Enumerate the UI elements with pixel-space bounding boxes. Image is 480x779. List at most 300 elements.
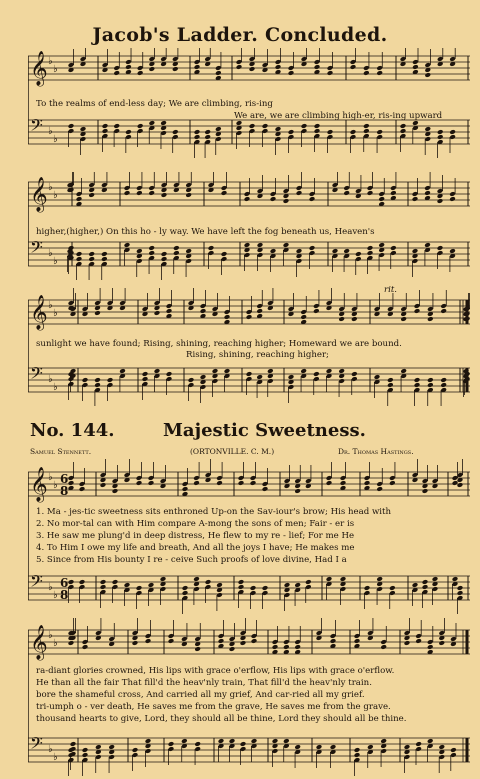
note-head <box>314 64 321 70</box>
note-head <box>300 314 307 320</box>
time-signature-icon: 8 <box>60 588 69 602</box>
note-head <box>257 242 264 248</box>
note-head <box>387 377 394 383</box>
key-signature-icon: ♭ <box>48 300 53 311</box>
note-head <box>166 371 173 377</box>
note-head <box>204 134 211 140</box>
note-head <box>185 248 192 254</box>
note-head <box>113 70 120 76</box>
note-head <box>218 738 225 744</box>
key-signature-icon: ♭ <box>53 190 58 201</box>
note-head <box>267 368 274 374</box>
note-head <box>414 308 421 314</box>
key-signature-icon: ♭ <box>53 382 58 393</box>
note-head <box>283 644 290 650</box>
note-head <box>148 582 155 588</box>
note-head <box>326 480 333 486</box>
note-head <box>427 644 434 650</box>
verse-line-1: 1. Ma - jes-tic sweetness sits enthroned Up-on the Sav-iour's brow; His head with <box>36 507 392 517</box>
note-head <box>270 196 277 202</box>
final-bar-line <box>466 368 469 392</box>
note-head <box>148 190 155 196</box>
note-head <box>354 747 361 753</box>
note-head <box>452 576 459 582</box>
note-head <box>160 120 167 126</box>
note-head <box>181 738 188 744</box>
note-head <box>94 377 101 383</box>
note-head <box>438 640 445 646</box>
note-head <box>100 482 107 488</box>
time-signature-icon: 6 <box>60 576 69 590</box>
verse-line-1: ra-diant glories crowned, His lips with grace o'erflow, His lips with grace o'erflow. <box>36 666 395 676</box>
note-head <box>404 744 411 750</box>
note-head <box>350 129 357 135</box>
note-head <box>364 585 371 591</box>
note-head <box>82 752 89 758</box>
note-head <box>440 308 447 314</box>
hymn-number: No. 144. <box>30 420 115 441</box>
note-head <box>256 374 263 380</box>
key-signature-icon: ♭ <box>53 64 58 75</box>
key-signature-icon: ♭ <box>48 630 53 641</box>
note-head <box>246 371 253 377</box>
note-head <box>88 251 95 257</box>
note-head <box>145 738 152 744</box>
note-head <box>438 744 445 750</box>
note-head <box>244 196 251 202</box>
music-system-1 <box>28 48 470 166</box>
note-head <box>108 744 115 750</box>
lyric-line: Rising, shining, reaching higher; <box>186 350 329 360</box>
note-head <box>262 585 269 591</box>
note-head <box>136 585 143 591</box>
note-head <box>296 248 303 254</box>
key-signature-icon: ♭ <box>48 182 53 193</box>
note-head <box>102 128 109 134</box>
note-head <box>427 382 434 388</box>
note-head <box>238 584 245 590</box>
note-head <box>107 377 114 383</box>
note-head <box>136 248 143 254</box>
note-head <box>193 576 200 582</box>
note-head <box>229 646 236 652</box>
note-head <box>367 245 374 251</box>
note-head <box>314 128 321 134</box>
note-head <box>262 486 269 492</box>
note-head <box>313 371 320 377</box>
note-head <box>422 579 429 585</box>
note-head <box>212 368 219 374</box>
note-head <box>440 382 447 388</box>
author-credit: Samuel Stennett. <box>30 447 92 456</box>
note-head <box>142 371 149 377</box>
note-head <box>79 486 86 492</box>
note-head <box>305 579 312 585</box>
note-head <box>161 256 168 262</box>
note-head <box>172 66 179 72</box>
note-head <box>326 368 333 374</box>
note-head <box>204 129 211 135</box>
note-head <box>238 480 245 486</box>
bass-clef-icon: 𝄢 <box>30 237 43 261</box>
note-head <box>288 70 295 76</box>
note-head <box>340 480 347 486</box>
note-head <box>412 196 419 202</box>
note-head <box>376 576 383 582</box>
note-head <box>221 190 228 196</box>
final-bar-line <box>466 738 469 762</box>
note-head <box>367 250 374 256</box>
lyric-line: sunlight we have found; Rising, shining, reaching higher; Homeward we are bound. <box>36 339 402 349</box>
final-bar-line <box>466 300 469 324</box>
music-system-4 <box>28 458 470 616</box>
note-head <box>343 248 350 254</box>
note-head <box>400 123 407 129</box>
note-head <box>412 248 419 254</box>
note-head <box>415 638 422 644</box>
note-head <box>172 129 179 135</box>
note-head <box>102 123 109 129</box>
note-head <box>380 644 387 650</box>
note-head <box>288 374 295 380</box>
verse-line-2: 2. No mor-tal can with Him compare A-mong the sons of men; Fair - er is <box>36 519 355 529</box>
note-head <box>256 308 263 314</box>
note-head <box>389 585 396 591</box>
note-head <box>194 134 201 140</box>
note-head <box>457 590 464 596</box>
note-head <box>208 245 215 251</box>
note-head <box>437 245 444 251</box>
key-signature-icon: ♭ <box>48 374 53 385</box>
note-head <box>270 248 277 254</box>
note-head <box>251 738 258 744</box>
note-head <box>215 126 222 132</box>
note-head <box>314 123 321 129</box>
note-head <box>449 196 456 202</box>
note-head <box>168 741 175 747</box>
music-system-5 <box>28 618 470 778</box>
note-head <box>221 251 228 257</box>
hymn-title: Majestic Sweetness. <box>163 420 366 441</box>
note-head <box>216 582 223 588</box>
lyric-line: higher,(higher,) On this ho - ly way. We have left the fog beneath us, Heaven's <box>36 227 375 237</box>
note-head <box>137 70 144 76</box>
tune-name: (ORTONVILLE. C. M.) <box>190 447 275 456</box>
note-head <box>390 190 397 196</box>
note-head <box>173 250 180 256</box>
note-head <box>238 579 245 585</box>
note-head <box>236 64 243 70</box>
note-head <box>400 128 407 134</box>
note-head <box>132 640 139 646</box>
note-head <box>338 368 345 374</box>
note-head <box>205 579 212 585</box>
note-head <box>76 251 83 257</box>
note-head <box>283 198 290 204</box>
note-head <box>148 480 155 486</box>
note-head <box>363 123 370 129</box>
page-title: Jacob's Ladder. Concluded. <box>92 24 388 46</box>
lyric-line: We are, we are climbing high-er, ris-ing upward <box>234 111 443 121</box>
note-head <box>182 585 189 591</box>
tempo-marking: rit. <box>384 285 398 295</box>
treble-clef-icon: 𝄞 <box>30 625 48 660</box>
key-signature-icon: ♭ <box>53 256 58 267</box>
note-head <box>427 377 434 383</box>
note-head <box>363 128 370 134</box>
note-head <box>216 480 223 486</box>
note-head <box>149 66 156 72</box>
note-head <box>148 245 155 251</box>
note-head <box>350 64 357 70</box>
note-head <box>376 70 383 76</box>
note-head <box>250 585 257 591</box>
note-head <box>367 744 374 750</box>
note-head <box>415 741 422 747</box>
note-head <box>380 738 387 744</box>
note-head <box>224 314 231 320</box>
key-signature-icon: ♭ <box>53 480 58 491</box>
note-head <box>200 308 207 314</box>
note-head <box>251 638 258 644</box>
note-head <box>332 248 339 254</box>
note-head <box>432 576 439 582</box>
key-signature-icon: ♭ <box>53 638 58 649</box>
note-head <box>412 120 419 126</box>
note-head <box>240 741 247 747</box>
note-head <box>240 640 247 646</box>
note-head <box>112 579 119 585</box>
note-head <box>424 126 431 132</box>
note-head <box>437 134 444 140</box>
note-head <box>246 314 253 320</box>
note-head <box>161 192 168 198</box>
note-head <box>437 198 444 204</box>
note-head <box>194 741 201 747</box>
note-head <box>76 256 83 262</box>
note-head <box>70 741 77 747</box>
note-head <box>229 738 236 744</box>
note-head <box>101 256 108 262</box>
note-head <box>412 64 419 70</box>
note-head <box>80 126 87 132</box>
final-bar-line <box>466 630 469 654</box>
note-head <box>136 190 143 196</box>
note-head <box>193 480 200 486</box>
note-head <box>330 638 337 644</box>
note-head <box>450 747 457 753</box>
note-head <box>173 245 180 251</box>
note-head <box>125 129 132 135</box>
key-signature-icon: ♭ <box>48 126 53 137</box>
bass-clef-icon: 𝄢 <box>30 115 43 139</box>
note-head <box>125 64 132 70</box>
note-head <box>112 488 119 494</box>
verse-line-5: thousand hearts to give, Lord, they should all be thine, Lord they should all be thine. <box>36 714 407 724</box>
note-head <box>94 382 101 388</box>
note-head <box>390 245 397 251</box>
verse-line-2: He than all the fair That fill'd the heav'nly train, That fill'd the heav'nly train. <box>36 678 372 688</box>
note-head <box>327 70 334 76</box>
note-head <box>82 377 89 383</box>
note-head <box>188 377 195 383</box>
note-head <box>340 576 347 582</box>
note-head <box>182 590 189 596</box>
note-head <box>374 374 381 380</box>
note-head <box>449 248 456 254</box>
note-head <box>113 123 120 129</box>
treble-clef-icon: 𝄞 <box>30 295 48 330</box>
composer-credit: Dr. Thomas Hastings. <box>338 447 414 456</box>
note-head <box>355 251 362 257</box>
note-head <box>378 242 385 248</box>
note-head <box>412 582 419 588</box>
note-head <box>215 70 222 76</box>
note-head <box>424 72 431 78</box>
time-signature-icon: 8 <box>60 484 69 498</box>
note-head <box>422 584 429 590</box>
note-head <box>363 70 370 76</box>
note-head <box>294 488 301 494</box>
note-head <box>288 129 295 135</box>
note-head <box>376 129 383 135</box>
note-head <box>452 480 459 486</box>
note-head <box>88 192 95 198</box>
note-head <box>224 368 231 374</box>
note-head <box>76 196 83 202</box>
note-head <box>343 190 350 196</box>
note-head <box>82 747 89 753</box>
verse-line-4: tri-umph o - ver death, He saves me from the grave, He saves me from the grave. <box>36 702 391 712</box>
note-head <box>168 638 175 644</box>
treble-clef-icon: 𝄞 <box>30 467 48 502</box>
note-head <box>354 752 361 758</box>
note-head <box>327 129 334 135</box>
note-head <box>132 747 139 753</box>
note-head <box>367 190 374 196</box>
verse-line-3: bore the shameful cross, And carried all my grief, And car-ried all my grief. <box>36 690 365 700</box>
lyric-line: To the realms of end-less day; We are climbing, ris-ing <box>36 99 273 109</box>
key-signature-icon: ♭ <box>53 752 58 763</box>
note-head <box>387 382 394 388</box>
bass-clef-icon: 𝄢 <box>30 363 43 387</box>
note-head <box>424 190 431 196</box>
note-head <box>95 744 102 750</box>
note-head <box>262 123 269 129</box>
note-head <box>364 480 371 486</box>
note-head <box>119 368 126 374</box>
key-signature-icon: ♭ <box>48 744 53 755</box>
note-head <box>378 196 385 202</box>
note-head <box>294 644 301 650</box>
note-head <box>414 377 421 383</box>
note-head <box>272 644 279 650</box>
note-head <box>100 584 107 590</box>
key-signature-icon: ♭ <box>53 308 58 319</box>
note-head <box>94 310 101 316</box>
note-head <box>137 123 144 129</box>
note-head <box>68 123 75 129</box>
treble-clef-icon: 𝄞 <box>30 177 48 212</box>
note-head <box>427 316 434 322</box>
note-head <box>309 196 316 202</box>
note-head <box>166 308 173 314</box>
note-head <box>449 129 456 135</box>
key-signature-icon: ♭ <box>48 472 53 483</box>
note-head <box>194 646 201 652</box>
verse-line-4: 4. To Him I owe my life and breath, And all the joys I have; He makes me <box>36 543 355 553</box>
treble-clef-icon: 𝄞 <box>30 51 48 86</box>
note-head <box>148 250 155 256</box>
note-head <box>100 579 107 585</box>
note-head <box>457 585 464 591</box>
note-head <box>283 242 290 248</box>
note-head <box>124 582 131 588</box>
note-head <box>422 488 429 494</box>
note-head <box>182 486 189 492</box>
note-head <box>437 129 444 135</box>
note-head <box>200 374 207 380</box>
note-head <box>194 129 201 135</box>
music-system-2 <box>28 172 470 284</box>
verse-line-5: 5. Since from His bounty I re - ceive Such proofs of love divine, Had I a <box>36 555 347 565</box>
note-head <box>389 480 396 486</box>
note-head <box>457 482 464 488</box>
note-head <box>300 368 307 374</box>
key-signature-icon: ♭ <box>53 134 58 145</box>
note-head <box>424 242 431 248</box>
note-head <box>414 382 421 388</box>
note-head <box>284 582 291 588</box>
note-head <box>142 376 149 382</box>
note-head <box>249 66 256 72</box>
note-head <box>440 377 447 383</box>
note-head <box>404 640 411 646</box>
note-head <box>316 744 323 750</box>
note-head <box>326 576 333 582</box>
note-head <box>275 64 282 70</box>
key-signature-icon: ♭ <box>48 56 53 67</box>
note-head <box>296 190 303 196</box>
note-head <box>236 120 243 126</box>
note-head <box>101 251 108 257</box>
music-system-3 <box>28 285 470 408</box>
note-head <box>154 310 161 316</box>
bass-clef-icon: 𝄢 <box>30 571 43 595</box>
note-head <box>244 242 251 248</box>
note-head <box>68 480 75 486</box>
note-head <box>154 368 161 374</box>
note-head <box>160 576 167 582</box>
verse-line-3: 3. He saw me plung'd in deep distress, He flew to my re - lief; For me He <box>36 531 355 541</box>
time-signature-icon: 6 <box>60 472 69 486</box>
note-head <box>351 371 358 377</box>
note-head <box>68 579 75 585</box>
note-head <box>427 738 434 744</box>
note-head <box>351 316 358 322</box>
note-head <box>249 123 256 129</box>
note-head <box>124 190 131 196</box>
note-head <box>283 738 290 744</box>
note-head <box>149 120 156 126</box>
note-head <box>301 123 308 129</box>
bass-clef-icon: 𝄢 <box>30 733 43 757</box>
note-head <box>218 638 225 644</box>
note-head <box>250 480 257 486</box>
note-head <box>194 64 201 70</box>
note-head <box>88 256 95 262</box>
note-head <box>309 245 316 251</box>
